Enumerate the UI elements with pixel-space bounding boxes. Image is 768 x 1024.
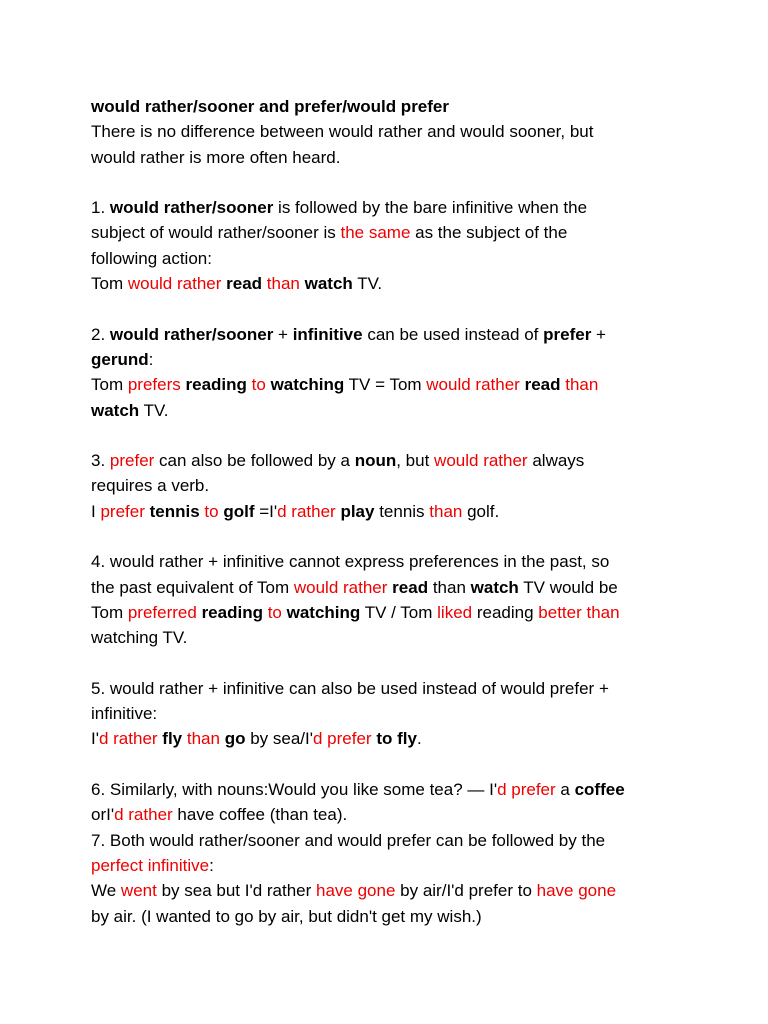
text-line	[91, 600, 711, 625]
text-segment: Tom	[91, 274, 128, 294]
text-segment: We	[91, 881, 121, 901]
bold-term: watch	[470, 577, 519, 597]
text-line	[91, 220, 711, 245]
highlighted-term: went	[120, 881, 157, 901]
text-segment: always	[527, 451, 585, 471]
highlighted-term: the same	[340, 223, 411, 243]
text-segment: a	[555, 780, 575, 800]
highlighted-term: d prefer	[497, 780, 556, 800]
text-segment: 7. Both would rather/sooner and would prefer can be followed by the	[91, 830, 606, 850]
text-segment: TV / Tom	[360, 602, 438, 622]
text-segment: 4. would rather + infinitive cannot express preferences in the past, so	[91, 552, 610, 572]
text-line	[91, 726, 711, 751]
intro-line: would rather is more often heard.	[91, 147, 341, 167]
highlighted-term: liked	[437, 602, 473, 622]
text-line	[91, 549, 711, 574]
bold-term: fly	[162, 729, 183, 749]
highlighted-term: d prefer	[313, 729, 372, 749]
bold-term: prefer	[543, 324, 592, 344]
document-title: would rather/sooner and prefer/would prefer	[91, 97, 449, 116]
bold-term: to fly	[376, 729, 417, 749]
text-segment: is followed by the bare infinitive when the	[273, 198, 588, 218]
text-segment: TV would be	[518, 577, 618, 597]
highlighted-term: better than	[538, 602, 620, 622]
text-segment: infinitive:	[91, 704, 158, 724]
text-segment: I'	[91, 729, 99, 749]
text-segment: following action:	[91, 248, 212, 268]
text-line	[91, 878, 711, 903]
bold-term: watch	[91, 400, 140, 420]
bold-term: watch	[304, 274, 353, 294]
highlighted-term: than	[266, 274, 300, 294]
intro-line: There is no difference between would rather and would sooner, but	[91, 122, 594, 142]
bold-term: tennis	[149, 501, 200, 521]
text-segment: :	[148, 349, 154, 369]
bold-term: play	[340, 501, 375, 521]
highlighted-term: have gone	[536, 881, 617, 901]
text-segment: 2.	[91, 324, 110, 344]
text-segment: I	[91, 501, 101, 521]
text-segment: , but	[396, 451, 435, 471]
text-line	[91, 322, 711, 347]
intro-paragraph	[91, 94, 711, 170]
bold-term: golf	[223, 501, 255, 521]
text-segment: by sea but I'd rather	[156, 881, 317, 901]
text-segment: reading	[472, 602, 539, 622]
text-segment: orI'	[91, 805, 115, 825]
text-line	[91, 473, 711, 498]
text-line	[91, 777, 711, 802]
text-line	[91, 853, 711, 878]
bold-term: reading	[201, 602, 263, 622]
highlighted-term: d rather	[114, 805, 173, 825]
highlighted-term: to	[204, 501, 219, 521]
text-line	[91, 904, 711, 929]
text-segment: can also be followed by a	[154, 451, 355, 471]
text-segment: +	[591, 324, 606, 344]
text-segment: Tom	[91, 602, 128, 622]
bold-term: would rather/sooner	[109, 324, 274, 344]
text-line	[91, 195, 711, 220]
text-line	[91, 398, 711, 423]
bold-term: watching	[286, 602, 361, 622]
highlighted-term: prefers	[127, 375, 181, 395]
highlighted-term: would rather	[434, 451, 528, 471]
text-segment: golf.	[462, 501, 500, 521]
text-line	[91, 701, 711, 726]
section-s1	[91, 195, 711, 296]
text-line	[91, 246, 711, 271]
bold-term: would rather/sooner	[109, 198, 274, 218]
text-line	[91, 802, 711, 827]
bold-term: coffee	[574, 780, 625, 800]
text-segment: TV.	[352, 274, 383, 294]
text-segment: TV.	[139, 400, 169, 420]
text-segment: +	[273, 324, 293, 344]
highlighted-term: would rather	[426, 375, 520, 395]
text-segment: watching TV.	[91, 628, 188, 648]
text-segment: subject of would rather/sooner is	[91, 223, 341, 243]
text-segment: 1.	[91, 198, 110, 218]
highlighted-term: d rather	[98, 729, 158, 749]
highlighted-term: would rather	[293, 577, 388, 597]
text-line	[91, 625, 711, 650]
text-segment: tennis	[374, 501, 430, 521]
sections-container	[91, 195, 711, 929]
text-segment: can be used instead of	[362, 324, 544, 344]
bold-term: go	[224, 729, 246, 749]
bold-term: infinitive	[292, 324, 363, 344]
highlighted-term: perfect infinitive	[91, 855, 210, 875]
text-segment: than	[428, 577, 471, 597]
text-line	[91, 448, 711, 473]
document-body	[91, 94, 711, 954]
text-line	[91, 575, 711, 600]
text-segment: .	[416, 729, 422, 749]
text-line	[91, 372, 711, 397]
text-segment: by sea/I'	[245, 729, 313, 749]
text-line	[91, 676, 711, 701]
section-s6	[91, 777, 711, 828]
text-segment: as the subject of the	[410, 223, 568, 243]
paragraph-gap	[91, 170, 711, 195]
bold-term: gerund	[91, 349, 149, 369]
text-segment: =I'	[254, 501, 278, 521]
bold-term: read	[226, 274, 263, 294]
text-segment: by air. (I wanted to go by air, but didn't get my wish.)	[91, 906, 482, 926]
bold-term: reading	[185, 375, 247, 395]
section-s7	[91, 828, 711, 929]
section-s3	[91, 448, 711, 524]
section-s2	[91, 322, 711, 423]
text-segment: 3.	[91, 451, 110, 471]
text-line	[91, 271, 711, 296]
highlighted-term: preferred	[127, 602, 197, 622]
highlighted-term: have gone	[316, 881, 396, 901]
text-segment: have coffee (than tea).	[172, 805, 348, 825]
bold-term: read	[524, 375, 561, 395]
highlighted-term: d rather	[277, 501, 336, 521]
bold-term: noun	[354, 451, 397, 471]
text-line	[91, 499, 711, 524]
highlighted-term: prefer	[109, 451, 155, 471]
highlighted-term: than	[565, 375, 599, 395]
text-segment: TV = Tom	[344, 375, 427, 395]
text-segment: :	[209, 855, 214, 875]
highlighted-term: prefer	[100, 501, 145, 521]
text-segment: the past equivalent of Tom	[91, 577, 294, 597]
text-segment: Tom	[91, 375, 128, 395]
text-segment: requires a verb.	[91, 476, 210, 496]
text-segment: 5. would rather + infinitive can also be used instead of would prefer +	[91, 678, 609, 698]
highlighted-term: would rather	[127, 274, 222, 294]
bold-term: watching	[270, 375, 345, 395]
highlighted-term: to	[267, 602, 282, 622]
section-s4	[91, 549, 711, 650]
text-line	[91, 347, 711, 372]
highlighted-term: than	[429, 501, 463, 521]
text-line	[91, 828, 711, 853]
text-segment: 6. Similarly, with nouns:Would you like some tea? — I'	[91, 780, 498, 800]
highlighted-term: than	[186, 729, 220, 749]
bold-term: read	[392, 577, 429, 597]
section-s5	[91, 676, 711, 752]
text-segment: by air/I'd prefer to	[395, 881, 537, 901]
highlighted-term: to	[251, 375, 266, 395]
